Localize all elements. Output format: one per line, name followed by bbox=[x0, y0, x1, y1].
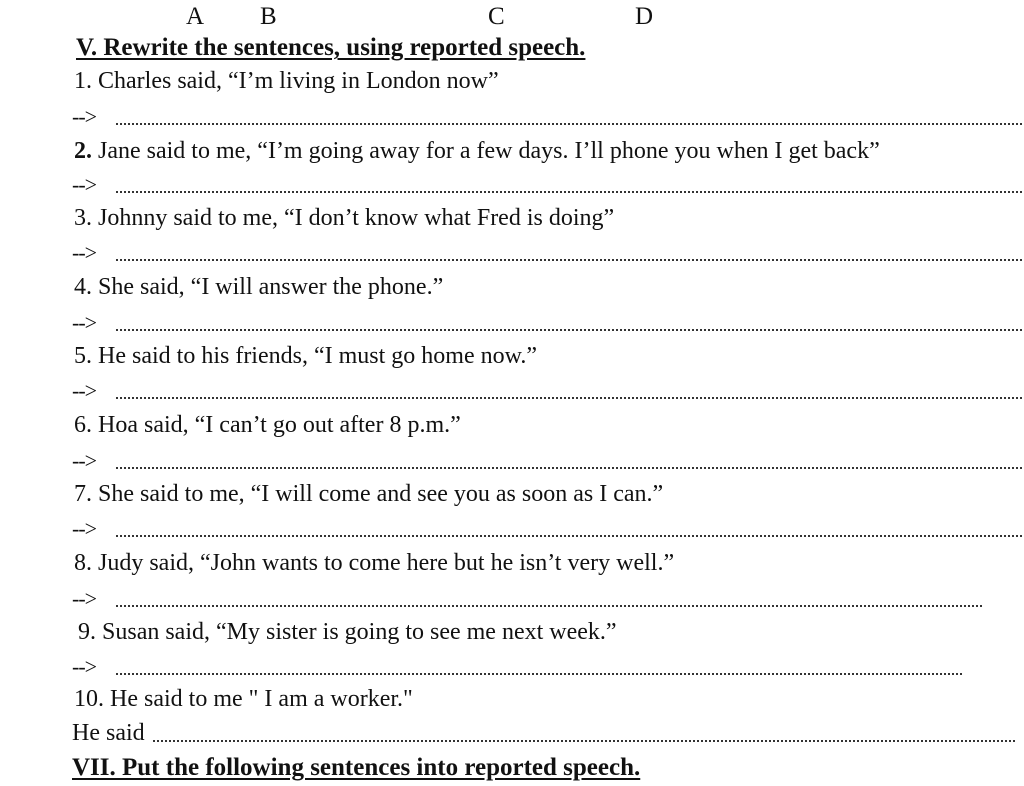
answer-line bbox=[72, 448, 1022, 474]
item-text: Judy said, “John wants to come here but he isn’t very well.” bbox=[98, 550, 675, 576]
answer-line bbox=[72, 240, 1022, 266]
item-number: 6. bbox=[74, 412, 92, 438]
choice-letter-b: B bbox=[260, 3, 277, 30]
item-text: Jane said to me, “I’m going away for a few days. I’ll phone you when I get back” bbox=[98, 138, 880, 164]
section-vii-title: VII. Put the following sentences into reported speech. bbox=[72, 754, 641, 781]
item-text: She said, “I will answer the phone.” bbox=[98, 274, 444, 300]
answer-blank[interactable] bbox=[116, 601, 982, 607]
item-number: 3. bbox=[74, 205, 92, 231]
answer-blank[interactable] bbox=[116, 531, 1022, 537]
exercise-item bbox=[74, 136, 880, 166]
answer-blank[interactable] bbox=[116, 119, 1022, 125]
item-text: She said to me, “I will come and see you as soon as I can.” bbox=[98, 481, 664, 507]
item-number: 9. bbox=[78, 619, 96, 645]
answer-line bbox=[72, 172, 1022, 198]
item-text: Hoa said, “I can’t go out after 8 p.m.” bbox=[98, 412, 461, 438]
item-number: 1. bbox=[74, 68, 92, 94]
answer-arrow: --> bbox=[72, 240, 97, 265]
item-number: 5. bbox=[74, 343, 92, 369]
item-text: He said to me " I am a worker." bbox=[110, 686, 413, 712]
item-number: 8. bbox=[74, 550, 92, 576]
item-text: Charles said, “I’m living in London now” bbox=[98, 68, 499, 94]
choice-letter-a: A bbox=[186, 3, 205, 30]
answer-blank[interactable] bbox=[116, 325, 1022, 331]
answer-blank[interactable] bbox=[153, 736, 1015, 742]
answer-arrow: --> bbox=[72, 104, 97, 129]
item-text: Susan said, “My sister is going to see me next week.” bbox=[102, 619, 617, 645]
item-number: 10. bbox=[74, 686, 104, 712]
choice-letter-d: D bbox=[635, 3, 654, 30]
answer-arrow: --> bbox=[72, 516, 97, 541]
exercise-item bbox=[74, 66, 499, 96]
item-text: Johnny said to me, “I don’t know what Fred is doing” bbox=[98, 205, 615, 231]
answer-line bbox=[72, 310, 1022, 336]
answer-arrow: --> bbox=[72, 654, 97, 679]
item-number: 4. bbox=[74, 274, 92, 300]
exercise-item bbox=[78, 617, 617, 647]
exercise-item bbox=[74, 479, 663, 509]
answer-blank[interactable] bbox=[116, 187, 1022, 193]
answer-line bbox=[72, 104, 1022, 130]
exercise-item bbox=[74, 203, 614, 233]
answer-line bbox=[72, 718, 1015, 748]
answer-line bbox=[72, 586, 982, 612]
answer-blank[interactable] bbox=[116, 669, 962, 675]
section-v-title: V. Rewrite the sentences, using reported speech. bbox=[76, 34, 586, 61]
answer-blank[interactable] bbox=[116, 463, 1022, 469]
choice-letter-c: C bbox=[488, 3, 505, 30]
answer-blank[interactable] bbox=[116, 393, 1022, 399]
answer-arrow: --> bbox=[72, 448, 97, 473]
exercise-item bbox=[74, 272, 443, 302]
answer-arrow: --> bbox=[72, 310, 97, 335]
answer-arrow: --> bbox=[72, 586, 97, 611]
item-number: 7. bbox=[74, 481, 92, 507]
answer-line bbox=[72, 654, 962, 680]
item-number: 2. bbox=[74, 138, 92, 164]
exercise-item bbox=[74, 684, 413, 714]
exercise-item bbox=[74, 341, 537, 371]
exercise-item bbox=[74, 548, 674, 578]
answer-arrow: --> bbox=[72, 378, 97, 403]
answer-arrow: --> bbox=[72, 172, 97, 197]
answer-line bbox=[72, 378, 1022, 404]
answer-blank[interactable] bbox=[116, 255, 1022, 261]
exercise-item bbox=[74, 410, 461, 440]
answer-line bbox=[72, 516, 1022, 542]
answer-prefix: He said bbox=[72, 720, 145, 746]
item-text: He said to his friends, “I must go home now.” bbox=[98, 343, 538, 369]
